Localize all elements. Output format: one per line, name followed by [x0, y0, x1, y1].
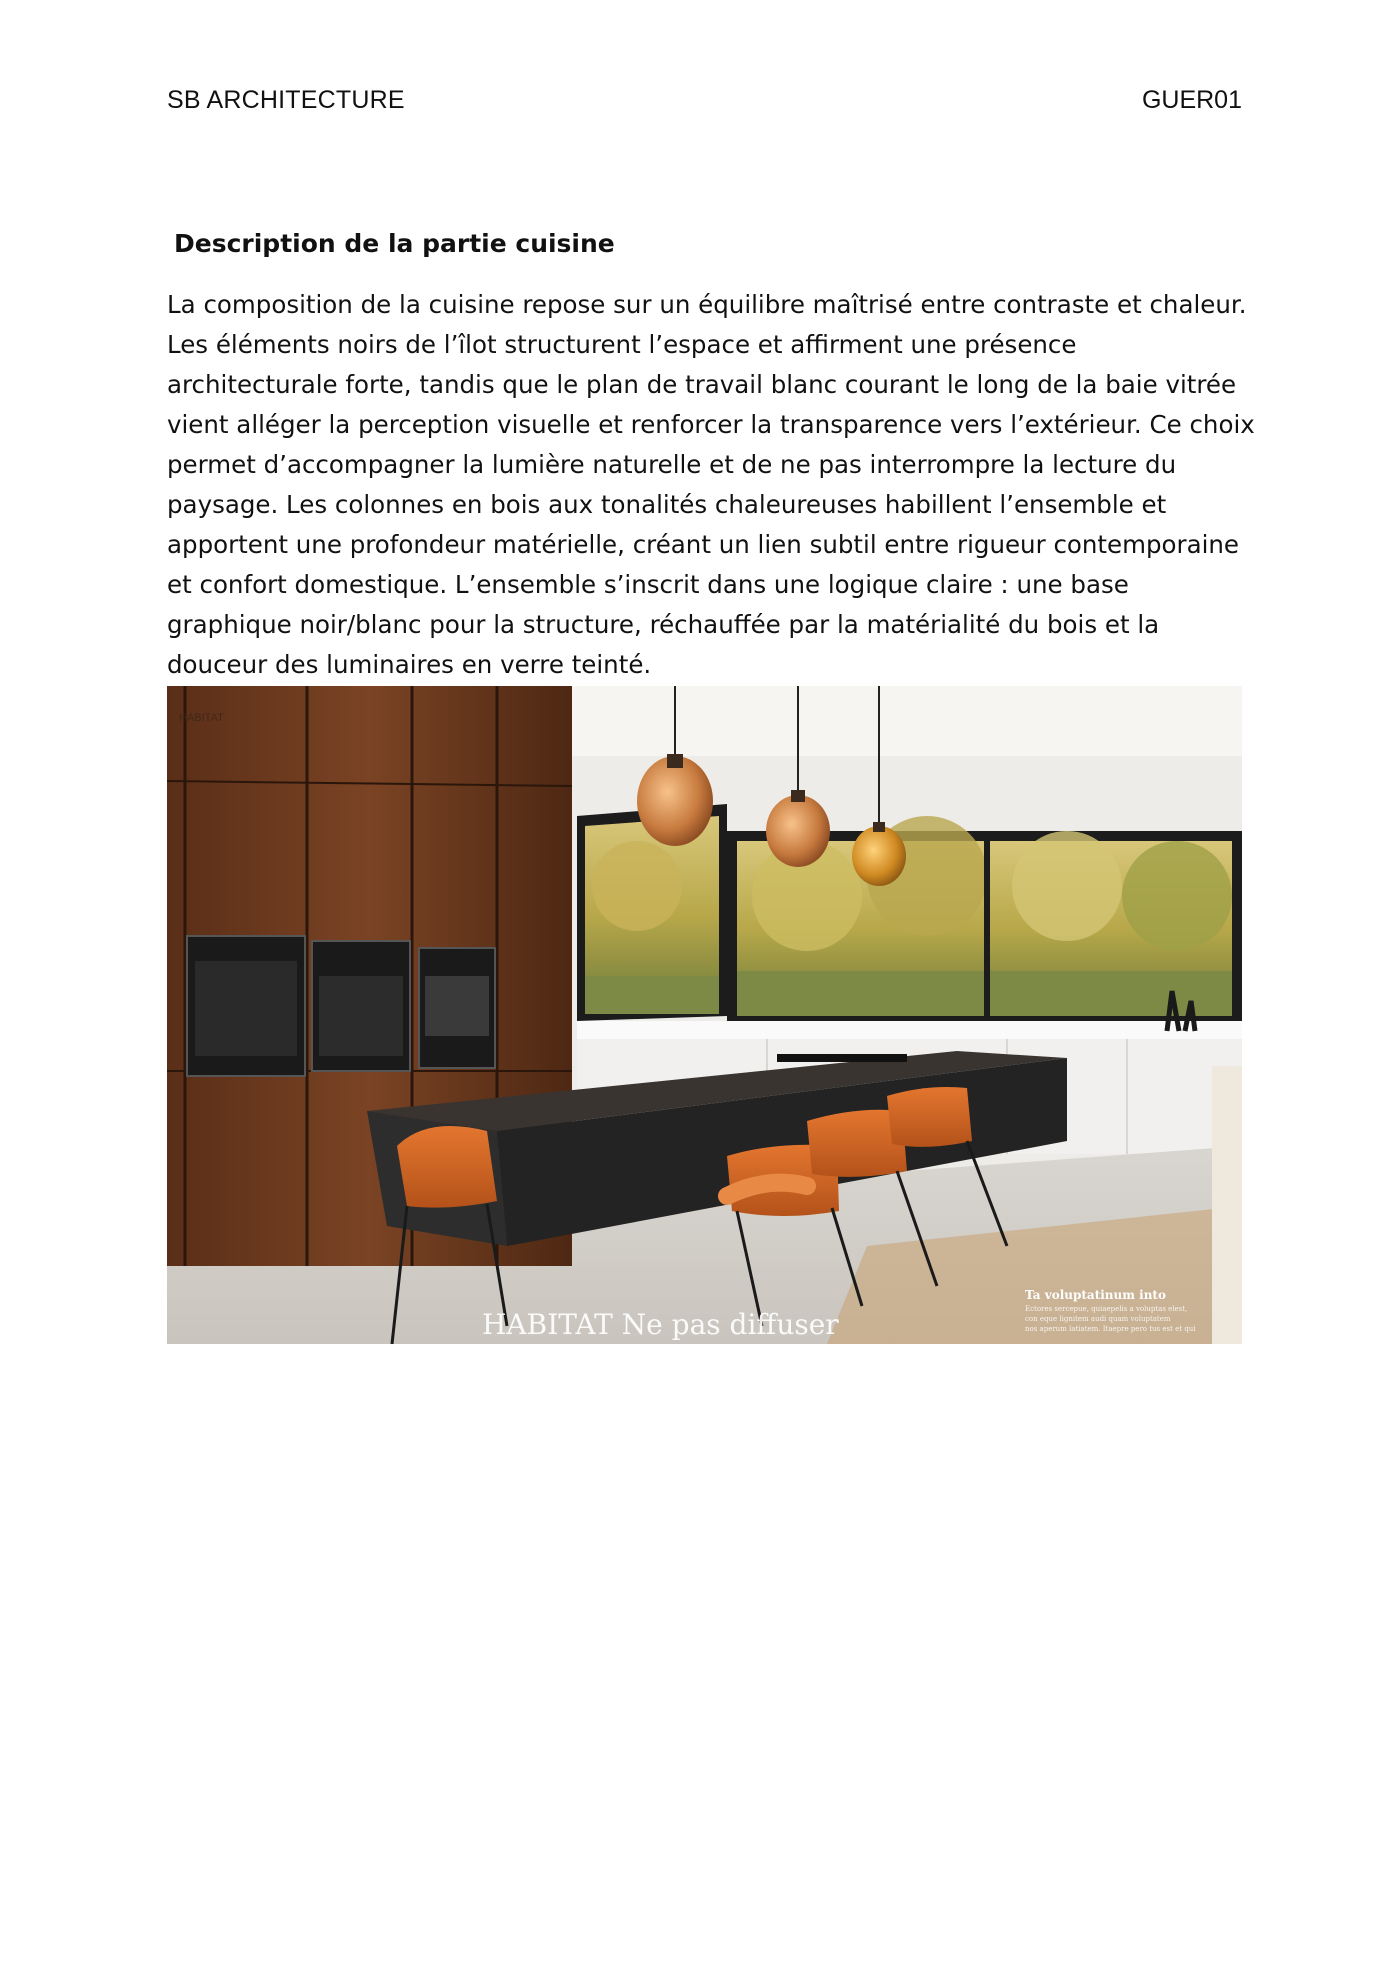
section-title: Description de la partie cuisine	[174, 229, 615, 258]
body-line: permet d’accompagner la lumière naturelle et de ne pas interrompre la lecture du	[167, 450, 1177, 479]
header-document-code: GUER01	[1141, 86, 1242, 114]
body-line: architecturale forte, tandis que le plan de travail blanc courant le long de la baie vitrée	[167, 370, 1237, 399]
magazine-caption-title: Ta voluptatinum into	[1025, 1288, 1166, 1302]
magazine-caption-line: Ectores sercepue, quiaepelis a voluptas elest,	[1025, 1305, 1188, 1313]
body-line: Les éléments noirs de l’îlot structurent l’espace et affirment une présence	[167, 330, 1077, 359]
magazine-caption-line: nos aperum latiatem. Itaepre pero tus est et qui	[1025, 1325, 1196, 1333]
body-line: douceur des luminaires en verre teinté.	[167, 650, 652, 679]
body-line: et confort domestique. L’ensemble s’inscrit dans une logique claire : une base	[167, 570, 1129, 599]
body-line: vient alléger la perception visuelle et renforcer la transparence vers l’extérieur. Ce choix	[167, 410, 1255, 439]
section-body	[167, 285, 1257, 685]
body-line: paysage. Les colonnes en bois aux tonalités chaleureuses habillent l’ensemble et	[167, 490, 1167, 519]
magazine-caption-line: con eque lignitem audi quam voluptatem	[1025, 1315, 1171, 1323]
kitchen-illustration	[167, 686, 1242, 1344]
header-company-name: SB ARCHITECTURE	[167, 86, 405, 114]
body-line: graphique noir/blanc pour la structure, réchauffée par la matérialité du bois et la	[167, 610, 1160, 639]
photo-watermark: HABITAT Ne pas diffuser	[482, 1308, 839, 1341]
body-line: La composition de la cuisine repose sur un équilibre maîtrisé entre contraste et chaleur.	[167, 290, 1247, 319]
magazine-caption	[1025, 1288, 1225, 1334]
kitchen-photo	[167, 686, 1242, 1344]
corner-watermark: HABITAT	[179, 712, 224, 724]
body-line: apportent une profondeur matérielle, créant un lien subtil entre rigueur contemporaine	[167, 530, 1240, 559]
